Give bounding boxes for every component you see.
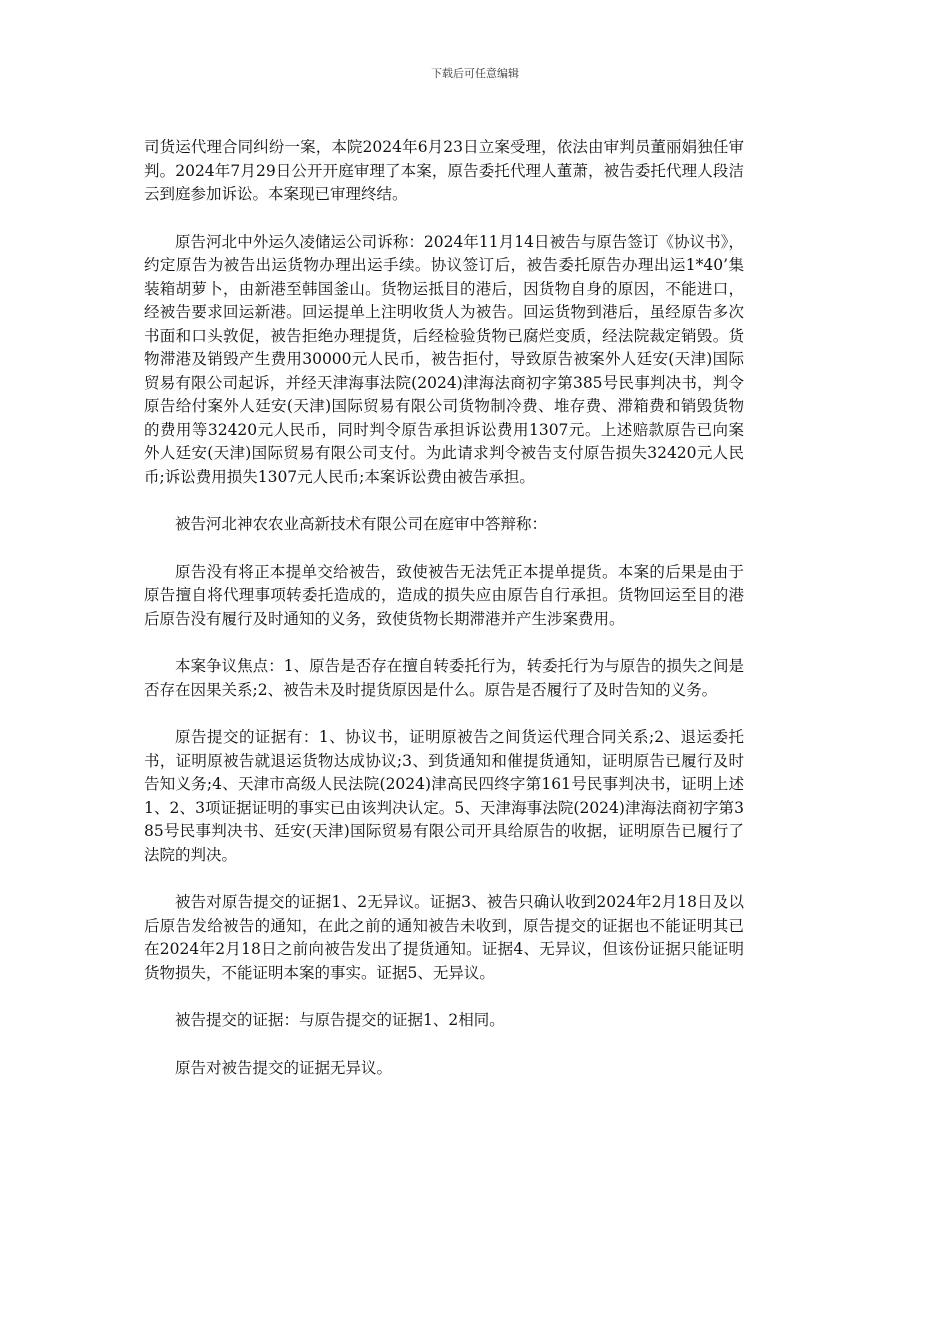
paragraph-dispute-focus: 本案争议焦点：1、原告是否存在擅自转委托行为，转委托行为与原告的损失之间是否存在因果关系;2、被告未及时提货原因是什么。原告是否履行了及时告知的义务。	[144, 657, 744, 699]
paragraph-plaintiff-opinion: 原告对被告提交的证据无异议。	[175, 1058, 393, 1077]
paragraph-plaintiff-evidence: 原告提交的证据有：1、协议书，证明原被告之间货运代理合同关系;2、退运委托书，证明原被告就退运货物达成协议;3、到货通知和催提货通知，证明原告已履行及时告知义务;4、天津市高级人民法院(2024)津高民四终字第161号民事判决书，证明上述1、2、3项证据证明的事实已由该判决认定。5、天津海事法院(2024)津海法商初字第385号民事判决书、廷安(天津)国际贸易有限公司开具给原告的收据，证明原告已履行了法院的判决。	[144, 728, 744, 864]
paragraph-defendant-defense: 原告没有将正本提单交给被告，致使被告无法凭正本提单提货。本案的后果是由于原告擅自将代理事项转委托造成的，造成的损失应由原告自行承担。货物回运至目的港后原告没有履行及时通知的义务，致使货物长期滞港并产生涉案费用。	[144, 562, 744, 628]
paragraph-defendant-opinion: 被告对原告提交的证据1、2无异议。证据3、被告只确认收到2024年2月18日及以后原告发给被告的通知，在此之前的通知被告未收到，原告提交的证据也不能证明其已在2024年2月18日之前向被告发出了提货通知。证据4、无异议，但该份证据只能证明货物损失，不能证明本案的事实。证据5、无异议。	[144, 893, 744, 982]
page-header-note: 下载后可任意编辑	[431, 67, 519, 80]
paragraph-defendant-evidence: 被告提交的证据：与原告提交的证据1、2相同。	[175, 1011, 505, 1029]
document-body	[144, 136, 744, 1104]
paragraph-defendant-intro: 被告河北神农农业高新技术有限公司在庭审中答辩称：	[175, 515, 548, 533]
paragraph-plaintiff-claim: 原告河北中外运久凌储运公司诉称：2024年11月14日被告与原告签订《协议书》，约定原告为被告出运货物办理出运手续。协议签订后，被告委托原告办理出运1*40’集装箱胡萝卜，由新港至韩国釜山。货物运抵目的港后，因货物自身的原因，不能进口，经被告要求回运新港。回运提单上注明收货人为被告。回运货物到港后，虽经原告多次书面和口头敦促，被告拒绝办理提货，后经检验货物已腐烂变质，经法院裁定销毁。货物滞港及销毁产生费用30000元人民币，被告拒付，导致原告被案外人廷安(天津)国际贸易有限公司起诉，并经天津海事法院(2024)津海法商初字第385号民事判决书，判令原告给付案外人廷安(天津)国际贸易有限公司货物制冷费、堆存费、滞箱费和销毁货物的费用等32420元人民币，同时判令原告承担诉讼费用1307元。上述赔款原告已向案外人廷安(天津)国际贸易有限公司支付。为此请求判令被告支付原告损失32420元人民币;诉讼费用损失1307元人民币;本案诉讼费由被告承担。	[144, 232, 744, 486]
paragraph-case-intro: 司货运代理合同纠纷一案，本院2024年6月23日立案受理，依法由审判员董丽娟独任审判。2024年7月29日公开开庭审理了本案，原告委托代理人董萧，被告委托代理人段洁云到庭参加诉讼。本案现已审理终结。	[144, 138, 744, 203]
